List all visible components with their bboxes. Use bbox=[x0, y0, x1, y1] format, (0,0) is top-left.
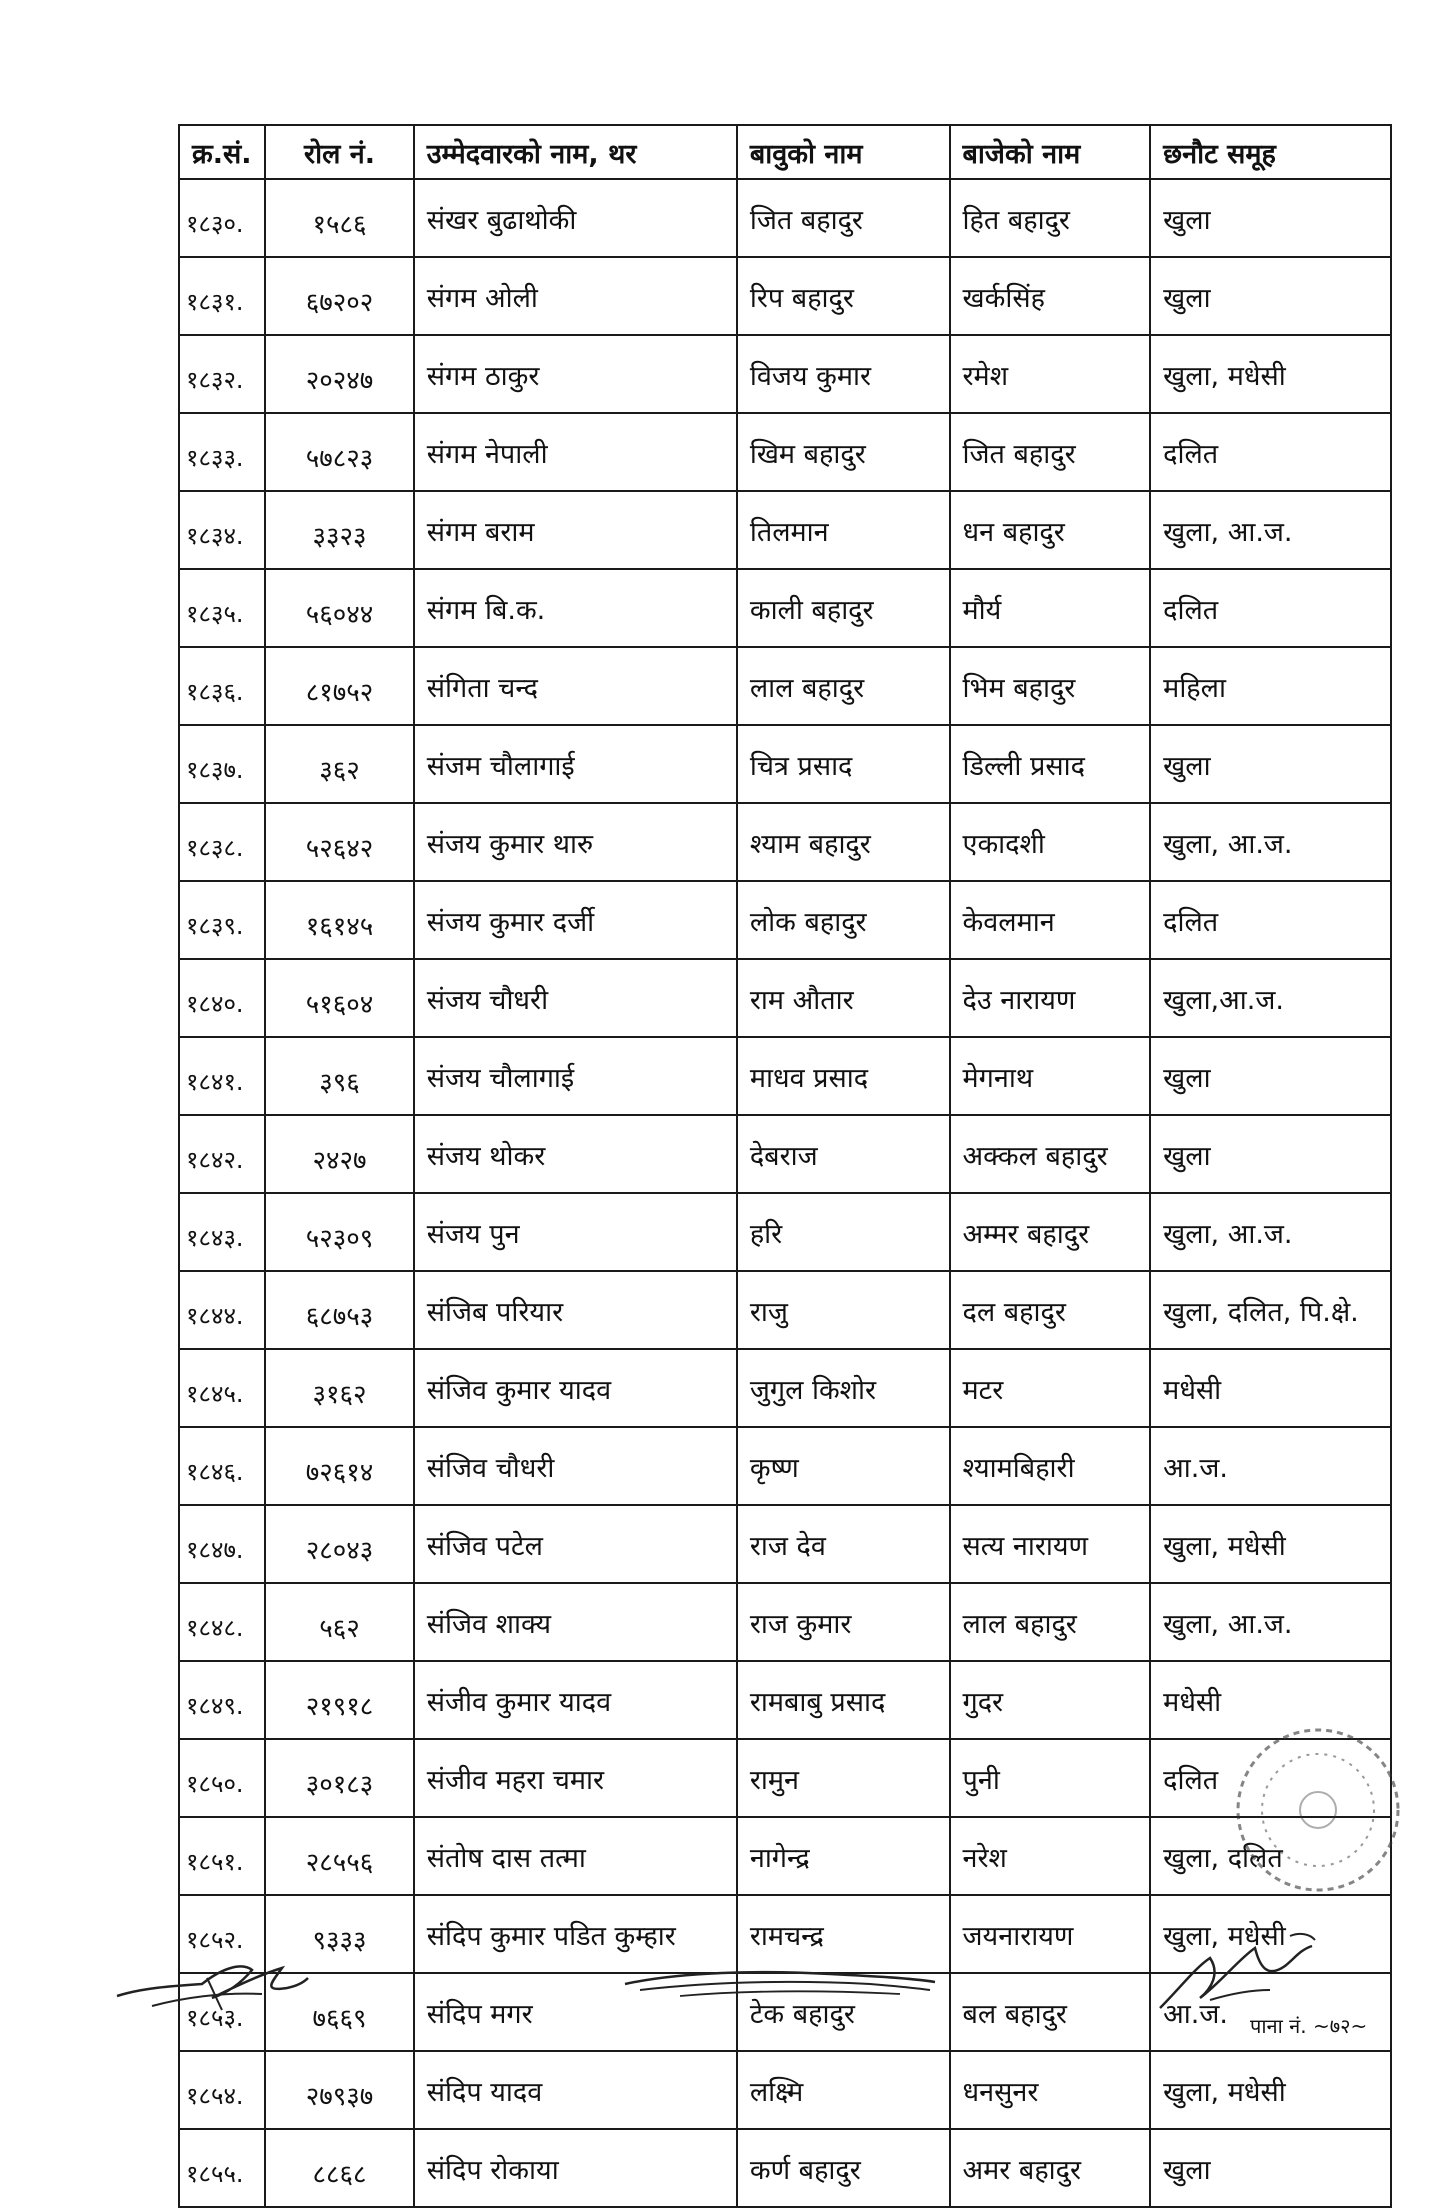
signature-right bbox=[1150, 1928, 1320, 2018]
cell-candidate-name: संगम बि.क. bbox=[414, 569, 737, 647]
cell-father-name: चित्र प्रसाद bbox=[737, 725, 950, 803]
cell-roll-no: ६८७५३ bbox=[265, 1271, 413, 1349]
cell-grandfather-name: गुदर bbox=[950, 1661, 1151, 1739]
cell-roll-no: ८८६८ bbox=[265, 2129, 413, 2207]
cell-candidate-name: संजिव पटेल bbox=[414, 1505, 737, 1583]
cell-selection-group: खुला bbox=[1150, 725, 1391, 803]
cell-roll-no: ५६०४४ bbox=[265, 569, 413, 647]
cell-serial-no: १८४१. bbox=[179, 1037, 265, 1115]
table-row bbox=[179, 1349, 1391, 1427]
cell-serial-no: १८३२. bbox=[179, 335, 265, 413]
page-number: पाना नं. ~७२~ bbox=[1250, 2014, 1368, 2038]
cell-candidate-name: संजय कुमार थारु bbox=[414, 803, 737, 881]
table-row bbox=[179, 803, 1391, 881]
cell-selection-group: आ.ज. bbox=[1150, 1973, 1391, 2051]
cell-serial-no: १८५३. bbox=[179, 1973, 265, 2051]
cell-selection-group: खुला, आ.ज. bbox=[1150, 1583, 1391, 1661]
cell-roll-no: ३१६२ bbox=[265, 1349, 413, 1427]
cell-grandfather-name: एकादशी bbox=[950, 803, 1151, 881]
cell-grandfather-name: दल बहादुर bbox=[950, 1271, 1151, 1349]
cell-serial-no: १८५२. bbox=[179, 1895, 265, 1973]
cell-father-name: रामबाबु प्रसाद bbox=[737, 1661, 950, 1739]
cell-candidate-name: संजम चौलागाई bbox=[414, 725, 737, 803]
table-row bbox=[179, 491, 1391, 569]
cell-grandfather-name: मौर्य bbox=[950, 569, 1151, 647]
cell-selection-group: खुला bbox=[1150, 179, 1391, 257]
cell-candidate-name: संगिता चन्द bbox=[414, 647, 737, 725]
cell-candidate-name: संजीव महरा चमार bbox=[414, 1739, 737, 1817]
cell-grandfather-name: देउ नारायण bbox=[950, 959, 1151, 1037]
cell-grandfather-name: पुनी bbox=[950, 1739, 1151, 1817]
table-row bbox=[179, 725, 1391, 803]
cell-roll-no: ३९६ bbox=[265, 1037, 413, 1115]
cell-selection-group: खुला bbox=[1150, 2129, 1391, 2207]
cell-selection-group: खुला, दलित, पि.क्षे. bbox=[1150, 1271, 1391, 1349]
header-grandfather-name: बाजेको नाम bbox=[950, 125, 1151, 179]
cell-selection-group: मधेसी bbox=[1150, 1349, 1391, 1427]
cell-serial-no: १८५१. bbox=[179, 1817, 265, 1895]
cell-serial-no: १८४८. bbox=[179, 1583, 265, 1661]
cell-serial-no: १८३५. bbox=[179, 569, 265, 647]
cell-candidate-name: संदिप यादव bbox=[414, 2051, 737, 2129]
table-row bbox=[179, 2129, 1391, 2207]
table-row bbox=[179, 1427, 1391, 1505]
table-row bbox=[179, 1271, 1391, 1349]
cell-father-name: राज कुमार bbox=[737, 1583, 950, 1661]
cell-grandfather-name: खर्कसिंह bbox=[950, 257, 1151, 335]
cell-candidate-name: संजिब परियार bbox=[414, 1271, 737, 1349]
cell-selection-group: दलित bbox=[1150, 1739, 1391, 1817]
cell-roll-no: ५७८२३ bbox=[265, 413, 413, 491]
cell-candidate-name: संतोष दास तत्मा bbox=[414, 1817, 737, 1895]
cell-roll-no: २१९१८ bbox=[265, 1661, 413, 1739]
cell-roll-no: ७२६१४ bbox=[265, 1427, 413, 1505]
cell-father-name: राज देव bbox=[737, 1505, 950, 1583]
cell-roll-no: २८०४३ bbox=[265, 1505, 413, 1583]
cell-selection-group: खुला, आ.ज. bbox=[1150, 803, 1391, 881]
header-roll-no: रोल नं. bbox=[265, 125, 413, 179]
table-row bbox=[179, 1661, 1391, 1739]
cell-candidate-name: संजिव कुमार यादव bbox=[414, 1349, 737, 1427]
cell-serial-no: १८३३. bbox=[179, 413, 265, 491]
cell-serial-no: १८५४. bbox=[179, 2051, 265, 2129]
cell-selection-group: खुला bbox=[1150, 1037, 1391, 1115]
cell-father-name: राम औतार bbox=[737, 959, 950, 1037]
cell-selection-group: खुला, मधेसी bbox=[1150, 335, 1391, 413]
cell-selection-group: खुला, दलित bbox=[1150, 1817, 1391, 1895]
cell-serial-no: १८३४. bbox=[179, 491, 265, 569]
cell-selection-group: दलित bbox=[1150, 569, 1391, 647]
cell-father-name: लाल बहादुर bbox=[737, 647, 950, 725]
cell-grandfather-name: श्यामबिहारी bbox=[950, 1427, 1151, 1505]
table-body bbox=[179, 179, 1391, 2207]
cell-grandfather-name: रमेश bbox=[950, 335, 1151, 413]
cell-candidate-name: संजय थोकर bbox=[414, 1115, 737, 1193]
cell-father-name: माधव प्रसाद bbox=[737, 1037, 950, 1115]
cell-roll-no: ३३२३ bbox=[265, 491, 413, 569]
cell-candidate-name: संगम ओली bbox=[414, 257, 737, 335]
signature-left bbox=[112, 1948, 312, 2018]
cell-roll-no: २४२७ bbox=[265, 1115, 413, 1193]
table-row bbox=[179, 1739, 1391, 1817]
cell-selection-group: दलित bbox=[1150, 413, 1391, 491]
cell-roll-no: १६१४५ bbox=[265, 881, 413, 959]
cell-candidate-name: संजय कुमार दर्जी bbox=[414, 881, 737, 959]
cell-grandfather-name: केवलमान bbox=[950, 881, 1151, 959]
cell-grandfather-name: अक्कल बहादुर bbox=[950, 1115, 1151, 1193]
cell-candidate-name: संदिप रोकाया bbox=[414, 2129, 737, 2207]
cell-roll-no: १५८६ bbox=[265, 179, 413, 257]
cell-serial-no: १८३७. bbox=[179, 725, 265, 803]
table-row bbox=[179, 1817, 1391, 1895]
cell-selection-group: खुला, मधेसी bbox=[1150, 1505, 1391, 1583]
cell-serial-no: १८५५. bbox=[179, 2129, 265, 2207]
cell-father-name: विजय कुमार bbox=[737, 335, 950, 413]
cell-father-name: देबराज bbox=[737, 1115, 950, 1193]
cell-serial-no: १८४०. bbox=[179, 959, 265, 1037]
cell-grandfather-name: अम्मर बहादुर bbox=[950, 1193, 1151, 1271]
cell-father-name: रामुन bbox=[737, 1739, 950, 1817]
cell-candidate-name: संदिप मगर bbox=[414, 1973, 737, 2051]
cell-candidate-name: संजय चौधरी bbox=[414, 959, 737, 1037]
cell-serial-no: १८३९. bbox=[179, 881, 265, 959]
cell-selection-group: दलित bbox=[1150, 881, 1391, 959]
table-row bbox=[179, 1505, 1391, 1583]
header-serial-no: क्र.सं. bbox=[179, 125, 265, 179]
cell-grandfather-name: लाल बहादुर bbox=[950, 1583, 1151, 1661]
cell-selection-group: महिला bbox=[1150, 647, 1391, 725]
cell-serial-no: १८३०. bbox=[179, 179, 265, 257]
table-row bbox=[179, 881, 1391, 959]
cell-roll-no: २०२४७ bbox=[265, 335, 413, 413]
cell-roll-no: ८१७५२ bbox=[265, 647, 413, 725]
table-header-row bbox=[179, 125, 1391, 179]
cell-roll-no: ३६२ bbox=[265, 725, 413, 803]
table-row bbox=[179, 179, 1391, 257]
cell-roll-no: ५१६०४ bbox=[265, 959, 413, 1037]
cell-grandfather-name: जयनारायण bbox=[950, 1895, 1151, 1973]
cell-candidate-name: संजिव चौधरी bbox=[414, 1427, 737, 1505]
cell-serial-no: १८५०. bbox=[179, 1739, 265, 1817]
cell-father-name: राजु bbox=[737, 1271, 950, 1349]
cell-candidate-name: संगम नेपाली bbox=[414, 413, 737, 491]
cell-candidate-name: संजिव शाक्य bbox=[414, 1583, 737, 1661]
cell-candidate-name: संगम ठाकुर bbox=[414, 335, 737, 413]
cell-roll-no: ५२३०९ bbox=[265, 1193, 413, 1271]
cell-father-name: जित बहादुर bbox=[737, 179, 950, 257]
cell-father-name: रामचन्द्र bbox=[737, 1895, 950, 1973]
table-row bbox=[179, 413, 1391, 491]
cell-father-name: रिप बहादुर bbox=[737, 257, 950, 335]
cell-grandfather-name: मेगनाथ bbox=[950, 1037, 1151, 1115]
cell-roll-no: ५६२ bbox=[265, 1583, 413, 1661]
cell-candidate-name: संजय चौलागाई bbox=[414, 1037, 737, 1115]
cell-candidate-name: संगम बराम bbox=[414, 491, 737, 569]
cell-candidate-name: संजय पुन bbox=[414, 1193, 737, 1271]
cell-serial-no: १८४९. bbox=[179, 1661, 265, 1739]
cell-father-name: लोक बहादुर bbox=[737, 881, 950, 959]
cell-selection-group: आ.ज. bbox=[1150, 1427, 1391, 1505]
cell-father-name: नागेन्द्र bbox=[737, 1817, 950, 1895]
cell-serial-no: १८४५. bbox=[179, 1349, 265, 1427]
table-row bbox=[179, 2051, 1391, 2129]
cell-roll-no: ९३३३ bbox=[265, 1895, 413, 1973]
cell-grandfather-name: मटर bbox=[950, 1349, 1151, 1427]
cell-serial-no: १८४७. bbox=[179, 1505, 265, 1583]
cell-roll-no: ६७२०२ bbox=[265, 257, 413, 335]
cell-grandfather-name: धन बहादुर bbox=[950, 491, 1151, 569]
cell-grandfather-name: धनसुनर bbox=[950, 2051, 1151, 2129]
cell-father-name: श्याम बहादुर bbox=[737, 803, 950, 881]
cell-roll-no: २७९३७ bbox=[265, 2051, 413, 2129]
cell-serial-no: १८३६. bbox=[179, 647, 265, 725]
cell-grandfather-name: जित बहादुर bbox=[950, 413, 1151, 491]
cell-selection-group: खुला, मधेसी bbox=[1150, 2051, 1391, 2129]
cell-selection-group: खुला bbox=[1150, 257, 1391, 335]
cell-roll-no: ७६६९ bbox=[265, 1973, 413, 2051]
header-candidate-name: उम्मेदवारको नाम, थर bbox=[414, 125, 737, 179]
table-row bbox=[179, 257, 1391, 335]
table-row bbox=[179, 1037, 1391, 1115]
cell-serial-no: १८४६. bbox=[179, 1427, 265, 1505]
cell-serial-no: १८३८. bbox=[179, 803, 265, 881]
cell-father-name: काली बहादुर bbox=[737, 569, 950, 647]
cell-father-name: कृष्ण bbox=[737, 1427, 950, 1505]
cell-roll-no: ५२६४२ bbox=[265, 803, 413, 881]
cell-father-name: जुगुल किशोर bbox=[737, 1349, 950, 1427]
cell-selection-group: खुला, आ.ज. bbox=[1150, 491, 1391, 569]
cell-serial-no: १८३१. bbox=[179, 257, 265, 335]
header-father-name: बावुको नाम bbox=[737, 125, 950, 179]
cell-roll-no: २८५५६ bbox=[265, 1817, 413, 1895]
cell-selection-group: मधेसी bbox=[1150, 1661, 1391, 1739]
cell-father-name: तिलमान bbox=[737, 491, 950, 569]
header-selection-group: छनौट समूह bbox=[1150, 125, 1391, 179]
cell-roll-no: ३०१८३ bbox=[265, 1739, 413, 1817]
cell-serial-no: १८४३. bbox=[179, 1193, 265, 1271]
official-seal bbox=[1228, 1720, 1408, 1900]
table-row bbox=[179, 1583, 1391, 1661]
table-row bbox=[179, 335, 1391, 413]
cell-grandfather-name: डिल्ली प्रसाद bbox=[950, 725, 1151, 803]
cell-grandfather-name: हित बहादुर bbox=[950, 179, 1151, 257]
table-row bbox=[179, 1115, 1391, 1193]
table-row bbox=[179, 959, 1391, 1037]
cell-candidate-name: संखर बुढाथोकी bbox=[414, 179, 737, 257]
cell-grandfather-name: नरेश bbox=[950, 1817, 1151, 1895]
signature-middle bbox=[620, 1960, 940, 2010]
cell-grandfather-name: अमर बहादुर bbox=[950, 2129, 1151, 2207]
cell-father-name: लक्ष्मि bbox=[737, 2051, 950, 2129]
cell-candidate-name: संजीव कुमार यादव bbox=[414, 1661, 737, 1739]
cell-grandfather-name: सत्य नारायण bbox=[950, 1505, 1151, 1583]
cell-serial-no: १८४२. bbox=[179, 1115, 265, 1193]
cell-selection-group: खुला bbox=[1150, 1115, 1391, 1193]
cell-father-name: खिम बहादुर bbox=[737, 413, 950, 491]
cell-grandfather-name: भिम बहादुर bbox=[950, 647, 1151, 725]
results-table bbox=[178, 124, 1392, 2208]
cell-selection-group: खुला,आ.ज. bbox=[1150, 959, 1391, 1037]
cell-selection-group: खुला, आ.ज. bbox=[1150, 1193, 1391, 1271]
table-row bbox=[179, 647, 1391, 725]
cell-father-name: टेक बहादुर bbox=[737, 1973, 950, 2051]
table-row bbox=[179, 569, 1391, 647]
cell-serial-no: १८४४. bbox=[179, 1271, 265, 1349]
cell-father-name: कर्ण बहादुर bbox=[737, 2129, 950, 2207]
cell-father-name: हरि bbox=[737, 1193, 950, 1271]
cell-grandfather-name: बल बहादुर bbox=[950, 1973, 1151, 2051]
table-row bbox=[179, 1193, 1391, 1271]
cell-candidate-name: संदिप कुमार पडित कुम्हार bbox=[414, 1895, 737, 1973]
cell-selection-group: खुला, मधेसी bbox=[1150, 1895, 1391, 1973]
